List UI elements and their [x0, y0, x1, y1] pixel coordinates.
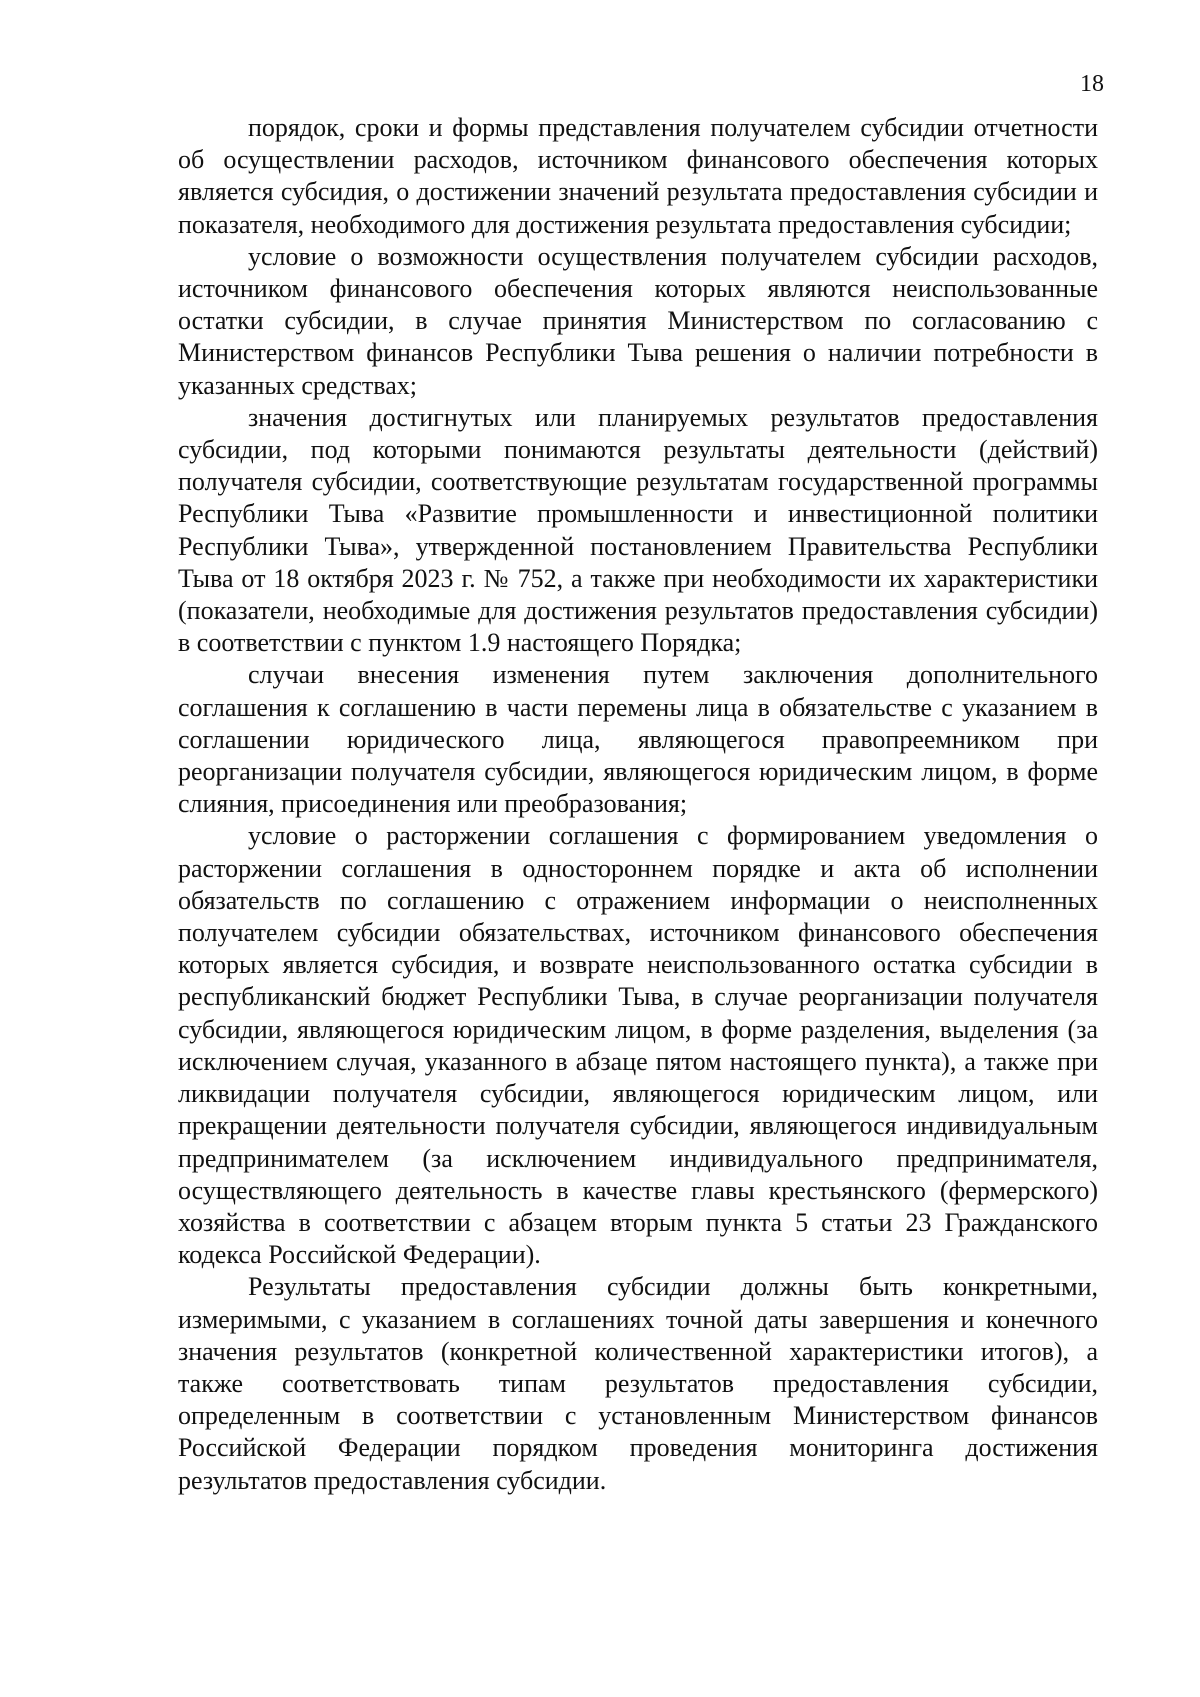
- document-body: [178, 112, 1098, 1497]
- paragraph-amendment-cases: случаи внесения изменения путем заключения дополнительного соглашения к соглашению в части перемены лица в обязательстве с указанием в соглашении юридического лица, являющегося правопреемником при реорганизации получателя субсидии, являющегося юридическим лицом, в форме слияния, присоединения или преобразования;: [178, 660, 1098, 819]
- paragraph-results-requirements: Результаты предоставления субсидии должны быть конкретными, измеримыми, с указанием в соглашениях точной даты завершения и конечного значения результатов (конкретной количественной характеристики итогов), а также соответствовать типам результатов предоставления субсидии, определенным в соответствии с установленным Министерством финансов Российской Федерации порядком проведения мониторинга достижения результатов предоставления субсидии.: [178, 1272, 1098, 1495]
- paragraph-reporting-procedure: порядок, сроки и формы представления получателем субсидии отчетности об осуществлении расходов, источником финансового обеспечения которых является субсидия, о достижении значений результата предоставления субсидии и показателя, необходимого для достижения результата предоставления субсидии;: [178, 113, 1098, 239]
- page-number: 18: [1080, 71, 1104, 97]
- paragraph-termination-condition: условие о расторжении соглашения с формированием уведомления о расторжении соглашения в одностороннем порядке и акта об исполнении обязательств по соглашению с отражением информации о неисполненных получателем субсидии обязательствах, источником финансового обеспечения которых является субсидия, и возврате неиспользованного остатка субсидии в республиканский бюджет Республики Тыва, в случае реорганизации получателя субсидии, являющегося юридическим лицом, в форме разделения, выделения (за исключением случая, указанного в абзаце пятом настоящего пункта), а также при ликвидации получателя субсидии, являющегося юридическим лицом, или прекращении деятельности получателя субсидии, являющегося индивидуальным предпринимателем (за исключением индивидуального предпринимателя, осуществляющего деятельность в качестве главы крестьянского (фермерского) хозяйства в соответствии с абзацем вторым пункта 5 статьи 23 Гражданского кодекса Российской Федерации).: [178, 821, 1098, 1270]
- paragraph-results-values: значения достигнутых или планируемых результатов предоставления субсидии, под которыми понимаются результаты деятельности (действий) получателя субсидии, соответствующие результатам государственной программы Республики Тыва «Развитие промышленности и инвестиционной политики Республики Тыва», утвержденной постановлением Правительства Республики Тыва от 18 октября 2023 г. № 752, а также при необходимости их характеристики (показатели, необходимые для достижения результатов предоставления субсидии) в соответствии с пунктом 1.9 настоящего Порядка;: [178, 402, 1098, 658]
- paragraph-unused-balances-condition: условие о возможности осуществления получателем субсидии расходов, источником финансового обеспечения которых являются неиспользованные остатки субсидии, в случае принятия Министерством по согласованию с Министерством финансов Республики Тыва решения о наличии потребности в указанных средствах;: [178, 241, 1098, 400]
